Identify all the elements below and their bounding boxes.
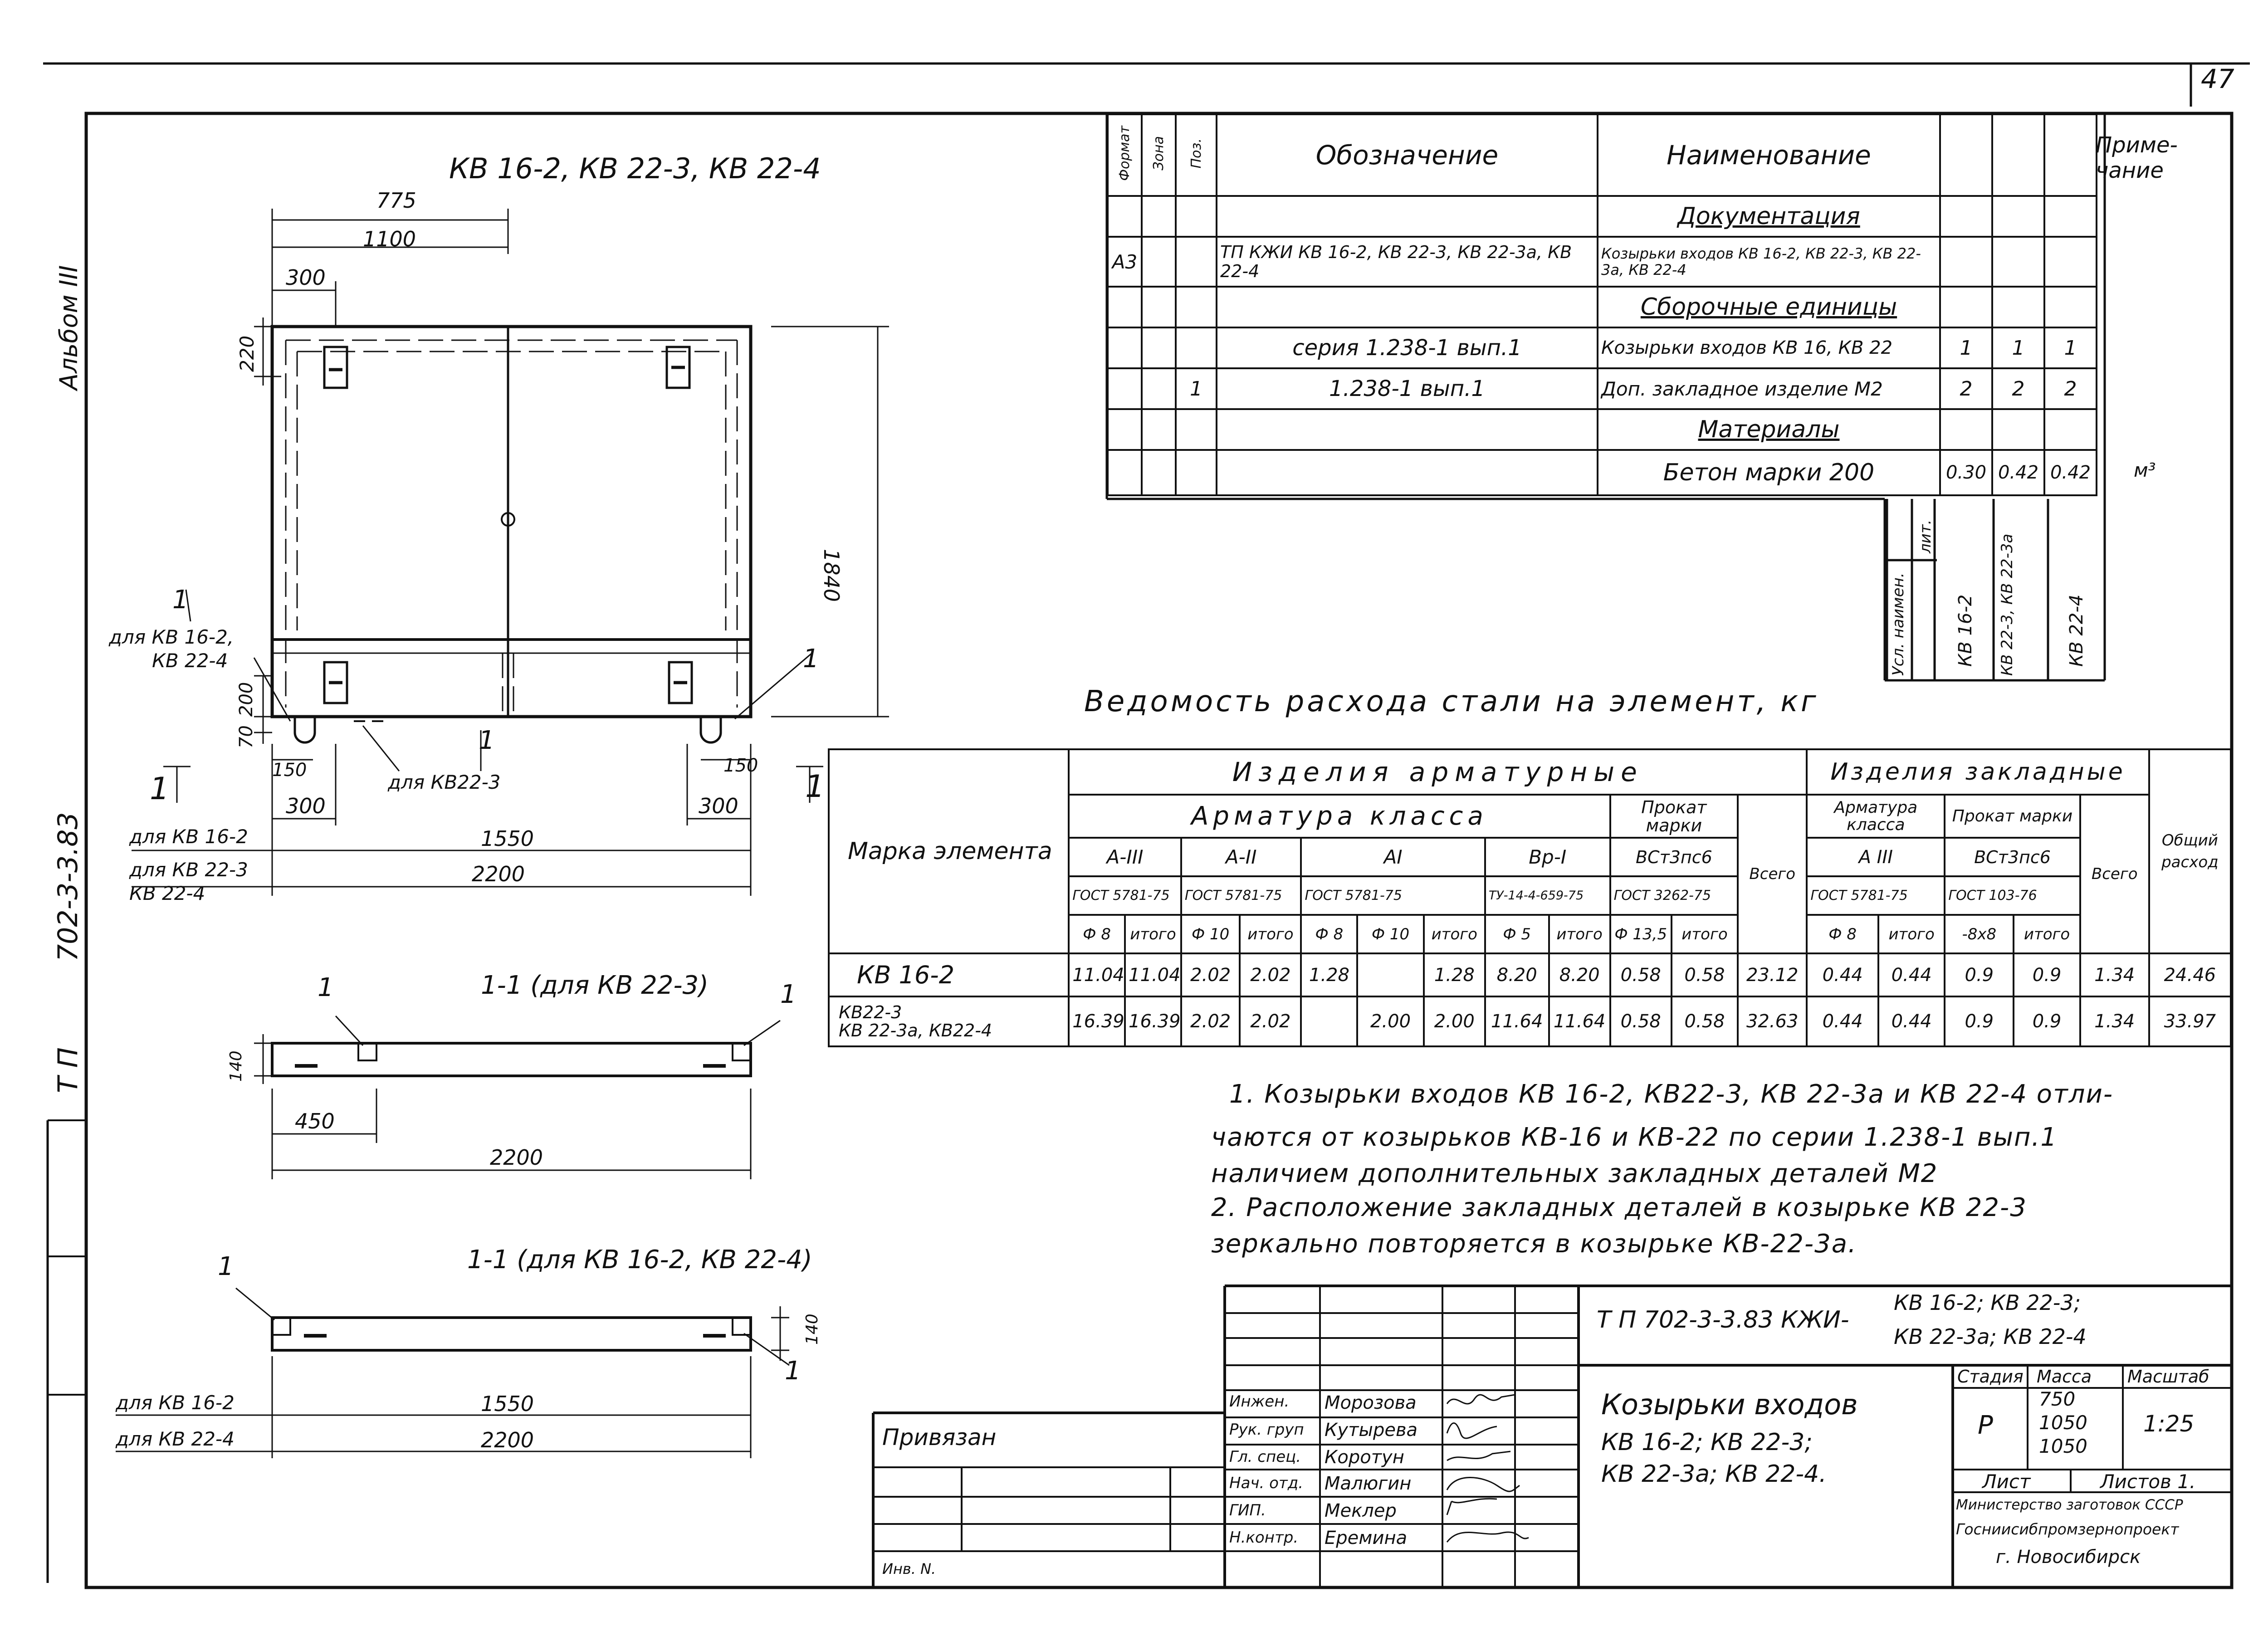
dim-label-for-kv16-2: для КВ 16-2	[129, 825, 248, 848]
cell-value: 2.02	[1181, 996, 1240, 1046]
header-designation: Обозначение	[1217, 114, 1598, 196]
section-2-pos-left: 1	[218, 1252, 234, 1281]
spec-row-concrete: Бетон марки 200	[1598, 450, 1940, 495]
title-code-right-1: КВ 16-2; КВ 22-3;	[1894, 1290, 2081, 1315]
header-name: Наименование	[1598, 114, 1940, 196]
position-1-mid: 1	[479, 726, 495, 755]
cell-value: 0.44	[1807, 953, 1878, 996]
cell-value: 11.64	[1485, 996, 1549, 1046]
cell-value: 23.12	[1738, 953, 1807, 996]
section-1-title: 1-1 (для КВ 22-3)	[481, 971, 709, 1000]
section-2-dim-1550: 1550	[481, 1392, 534, 1416]
dim-300-left: 300	[286, 794, 326, 818]
note-line-3: наличием дополнительных закладных деталей М2	[1211, 1159, 1938, 1188]
sheets-label: Листов 1.	[2100, 1470, 2196, 1493]
cell-value: 0.9	[1945, 953, 2014, 996]
steel-table-title: Ведомость расхода стали на элемент, кг	[1084, 685, 1819, 718]
tied-label: Привязан	[882, 1424, 997, 1451]
spec-row-pos: 1	[1176, 368, 1217, 409]
qty-kv16-2: 1	[1940, 327, 1992, 368]
section-2-for-kv16-2: для КВ 16-2	[116, 1392, 235, 1414]
section-1-pos-right: 1	[780, 980, 797, 1009]
concrete-kv22-4: 0.42	[2044, 450, 2097, 495]
section-2-for-kv22-4: для КВ 22-4	[116, 1428, 235, 1450]
sub-diameter: Ф 8	[1069, 915, 1125, 953]
cell-value: 11.64	[1549, 996, 1610, 1046]
gost-a3-embedded: ГОСТ 5781-75	[1807, 876, 1945, 915]
note-line-2: чаются от козырьков КВ-16 и КВ-22 по серии 1.238-1 вып.1	[1211, 1123, 2058, 1152]
spec-row-embedded: Доп. закладное изделие М2	[1598, 368, 1940, 409]
qty-kv16-2: 2	[1940, 368, 1992, 409]
dim-70: 70	[236, 725, 257, 748]
dim-200: 200	[236, 682, 257, 717]
drawing-title: КВ 16-2, КВ 22-3, КВ 22-4	[449, 152, 821, 185]
row-mark-kv22: КВ22-3 КВ 22-3а, КВ22-4	[829, 996, 1069, 1046]
sheet-label: Лист	[1982, 1470, 2031, 1493]
qty-kv22-3: 1	[1992, 327, 2044, 368]
section-1-dim-140: 140	[227, 1050, 245, 1082]
cell-value: 11.04	[1125, 953, 1181, 996]
spec-row-name: Козырьки входов КВ 16-2, КВ 22-3, КВ 22-3а, КВ 22-4	[1598, 237, 1940, 287]
section-1-dim-450: 450	[295, 1109, 335, 1133]
sub-diameter: Ф 10	[1181, 915, 1240, 953]
title-code-right-2: КВ 22-3а; КВ 22-4	[1894, 1324, 2087, 1349]
steel-header-armature-products: Изделия арматурные	[1069, 749, 1807, 795]
spec-section-assembly: Сборочные единицы	[1598, 287, 1940, 327]
mass-value-2: 1050	[2039, 1411, 2087, 1434]
class-vst3ps6-embedded: ВСт3пс6	[1945, 838, 2080, 876]
album-label: Альбом III	[54, 265, 83, 390]
stage-value: Р	[1978, 1411, 1993, 1440]
sub-total: итого	[2014, 915, 2080, 953]
name-chief-specialist: Коротун	[1325, 1447, 1404, 1468]
inv-label: Инв. N.	[882, 1560, 936, 1578]
gost-vst3ps6: ГОСТ 3262-75	[1610, 876, 1738, 915]
dim-300-right: 300	[699, 794, 738, 818]
cell-value: 16.39	[1125, 996, 1181, 1046]
sub-plate-size: -8х8	[1945, 915, 2014, 953]
concrete-kv16-2: 0.30	[1940, 450, 1992, 495]
sub-total: итого	[1125, 915, 1181, 953]
cell-value: 1.34	[2080, 996, 2149, 1046]
cell-value: 16.39	[1069, 996, 1125, 1046]
cell-value: 2.02	[1240, 996, 1301, 1046]
spec-section-materials: Материалы	[1598, 409, 1940, 450]
gost-a2: ГОСТ 5781-75	[1181, 876, 1301, 915]
section-2-title: 1-1 (для КВ 16-2, КВ 22-4)	[467, 1245, 812, 1275]
section-mark-left: 1	[150, 771, 170, 807]
cell-value: 8.20	[1549, 953, 1610, 996]
qty-kv22-4: 2	[2044, 368, 2097, 409]
cell-value: 0.9	[1945, 996, 2014, 1046]
section-1-dim-2200: 2200	[490, 1145, 543, 1170]
label-kv22-4: КВ 22-4	[152, 650, 228, 672]
cell-value: 0.44	[1878, 953, 1945, 996]
stage-header: Стадия	[1957, 1367, 2024, 1387]
steel-header-embedded-products: Изделия закладные	[1807, 749, 2149, 795]
steel-header-arm-class-2: Арматура класса	[1807, 795, 1945, 838]
role-norm-control: Н.контр.	[1229, 1529, 1299, 1547]
dim-150-left: 150	[272, 760, 307, 781]
section-2-dim-140: 140	[803, 1314, 821, 1345]
gost-vr1: ТУ-14-4-659-75	[1485, 876, 1610, 915]
cell-value: 0.44	[1807, 996, 1878, 1046]
section-2-dim-2200: 2200	[481, 1428, 534, 1452]
scale-header: Масштаб	[2127, 1367, 2209, 1387]
header-note: Приме- чание	[2096, 132, 2178, 183]
cell-value: 2.02	[1181, 953, 1240, 996]
name-norm-control: Еремина	[1325, 1528, 1408, 1548]
concrete-kv22-3: 0.42	[1992, 450, 2044, 495]
spec-row-series: серия 1.238-1 вып.1	[1217, 327, 1598, 368]
dim-220: 220	[236, 335, 258, 372]
sub-total: итого	[1878, 915, 1945, 953]
qty-kv22-3: 2	[1992, 368, 2044, 409]
note-line-5: зеркально повторяется в козырьке КВ-22-3а.	[1211, 1229, 1857, 1259]
steel-header-total-a: Всего	[1738, 795, 1807, 953]
dim-775: 775	[376, 188, 416, 213]
section-mark-right: 1	[805, 769, 825, 805]
concrete-unit: м³	[2134, 459, 2156, 481]
dim-1100: 1100	[363, 227, 416, 251]
steel-header-total-consumption: Общий расход	[2149, 749, 2231, 953]
footer-usl: Усл. наимен.	[1889, 572, 1907, 676]
section-1-pos-left: 1	[318, 973, 334, 1002]
cell-value: 2.00	[1424, 996, 1485, 1046]
dim-1840: 1840	[819, 549, 844, 602]
footer-lit: лит.	[1916, 519, 1935, 553]
class-a2: А-II	[1181, 838, 1301, 876]
note-line-1: 1. Козырьки входов КВ 16-2, КВ22-3, КВ 22-3а и КВ 22-4 отли-	[1229, 1079, 2114, 1109]
cell-value: 8.20	[1485, 953, 1549, 996]
org-line-3: г. Новосибирск	[1996, 1547, 2141, 1568]
sub-total: итого	[1549, 915, 1610, 953]
dim-150-right: 150	[723, 755, 758, 776]
class-vst3ps6: ВСт3пс6	[1610, 838, 1738, 876]
org-line-1: Министерство заготовок СССР	[1956, 1497, 2183, 1513]
class-vr1: Вр-I	[1485, 838, 1610, 876]
doc-name-line-3: КВ 22-3а; КВ 22-4.	[1601, 1460, 1827, 1488]
cell-value: 11.04	[1069, 953, 1125, 996]
note-line-4: 2. Расположение закладных деталей в козырьке КВ 22-3	[1211, 1193, 2027, 1222]
name-dept-head: Малюгин	[1325, 1473, 1412, 1494]
position-1-top: 1	[172, 585, 189, 615]
role-chief-specialist: Гл. спец.	[1229, 1448, 1301, 1466]
name-chief-engineer: Меклер	[1325, 1500, 1397, 1521]
footer-col-kv22-3: КВ 22-3, КВ 22-3а	[1998, 533, 2016, 676]
name-engineer: Морозова	[1325, 1392, 1417, 1413]
footer-col-kv22-4: КВ 22-4	[2066, 594, 2087, 667]
name-group-head: Кутырева	[1325, 1420, 1418, 1441]
sub-total: итого	[1672, 915, 1738, 953]
tp-code-vertical: 702-3-3.83	[52, 812, 84, 962]
cell-value: 0.58	[1672, 953, 1738, 996]
role-dept-head: Нач. отд.	[1229, 1474, 1304, 1492]
spec-row-designation: ТП КЖИ КВ 16-2, КВ 22-3, КВ 22-3а, КВ 22-4	[1217, 237, 1598, 287]
role-group-head: Рук. груп	[1229, 1421, 1304, 1439]
sub-total: итого	[1424, 915, 1485, 953]
mass-header: Масса	[2037, 1367, 2092, 1387]
steel-header-total-b: Всего	[2080, 795, 2149, 953]
doc-name-line-2: КВ 16-2; КВ 22-3;	[1601, 1429, 1813, 1456]
sub-diameter: Ф 8	[1807, 915, 1878, 953]
steel-header-mark: Марка элемента	[829, 749, 1069, 953]
org-line-2: Гоcнииcибпромзернопроект	[1956, 1520, 2179, 1538]
doc-name-line-1: Козырьки входов	[1601, 1388, 1858, 1421]
mass-value-3: 1050	[2039, 1435, 2087, 1457]
spec-row-canopies: Козырьки входов КВ 16, КВ 22	[1598, 327, 1940, 368]
gost-a3: ГОСТ 5781-75	[1069, 876, 1181, 915]
page-number: 47	[2201, 63, 2234, 94]
gost-a1: ГОСТ 5781-75	[1301, 876, 1485, 915]
class-a3: А-III	[1069, 838, 1181, 876]
header-pos: Поз.	[1188, 138, 1204, 169]
cell-value: 0.58	[1672, 996, 1738, 1046]
cell-value: 33.97	[2149, 996, 2231, 1046]
sub-diameter: Ф 10	[1357, 915, 1423, 953]
dim-2200: 2200	[472, 862, 525, 886]
title-code: Т П 702-3-3.83 КЖИ-	[1597, 1306, 1849, 1333]
label-for-kv22-3: для КВ22-3	[388, 771, 501, 793]
cell-value: 2.02	[1240, 953, 1301, 996]
sub-diameter: Ф 13,5	[1610, 915, 1672, 953]
header-format: Формат	[1117, 126, 1133, 181]
steel-header-armature-class: Арматура класса	[1069, 795, 1610, 838]
scale-value: 1:25	[2143, 1411, 2195, 1437]
cell-value: 24.46	[2149, 953, 2231, 996]
sub-total: итого	[1240, 915, 1301, 953]
steel-header-rolled: Прокат марки	[1610, 795, 1738, 838]
dim-label-for-kv22-3: для КВ 22-3	[129, 859, 248, 881]
sub-diameter: Ф 5	[1485, 915, 1549, 953]
dim-1550: 1550	[481, 826, 534, 851]
cell-value: 2.00	[1357, 996, 1423, 1046]
cell-value: 0.44	[1878, 996, 1945, 1046]
footer-col-kv16-2: КВ 16-2	[1955, 594, 1976, 667]
sub-diameter: Ф 8	[1301, 915, 1357, 953]
qty-kv22-4: 1	[2044, 327, 2097, 368]
role-engineer: Инжен.	[1229, 1392, 1290, 1411]
spec-row-series-2: 1.238-1 вып.1	[1217, 368, 1598, 409]
spec-section-documentation: Документация	[1598, 196, 1940, 237]
cell-value: 1.34	[2080, 953, 2149, 996]
tp-letters-vertical: Т П	[52, 1047, 84, 1093]
position-1-right: 1	[803, 644, 819, 674]
label-for-kv16-2: для КВ 16-2,	[109, 626, 234, 648]
cell-value: 1.28	[1301, 953, 1357, 996]
section-2-pos-right: 1	[785, 1356, 801, 1386]
role-chief-engineer: ГИП.	[1229, 1501, 1266, 1519]
cell-value: 0.58	[1610, 996, 1672, 1046]
gost-vst3ps6-embedded: ГОСТ 103-76	[1945, 876, 2080, 915]
spec-row-format: А3	[1108, 237, 1142, 287]
class-a1: АI	[1301, 838, 1485, 876]
mass-value-1: 750	[2039, 1388, 2076, 1410]
row-mark-kv16-2: КВ 16-2	[829, 953, 1069, 996]
cell-value: 32.63	[1738, 996, 1807, 1046]
dim-label-kv22-4: КВ 22-4	[129, 882, 205, 904]
dim-300-top: 300	[286, 265, 326, 290]
cell-value: 0.9	[2014, 953, 2080, 996]
cell-value: 1.28	[1424, 953, 1485, 996]
cell-value: 0.9	[2014, 996, 2080, 1046]
class-a3-embedded: А III	[1807, 838, 1945, 876]
header-zone: Зона	[1151, 136, 1167, 171]
cell-value: 0.58	[1610, 953, 1672, 996]
steel-header-rolled-2: Прокат марки	[1945, 795, 2080, 838]
